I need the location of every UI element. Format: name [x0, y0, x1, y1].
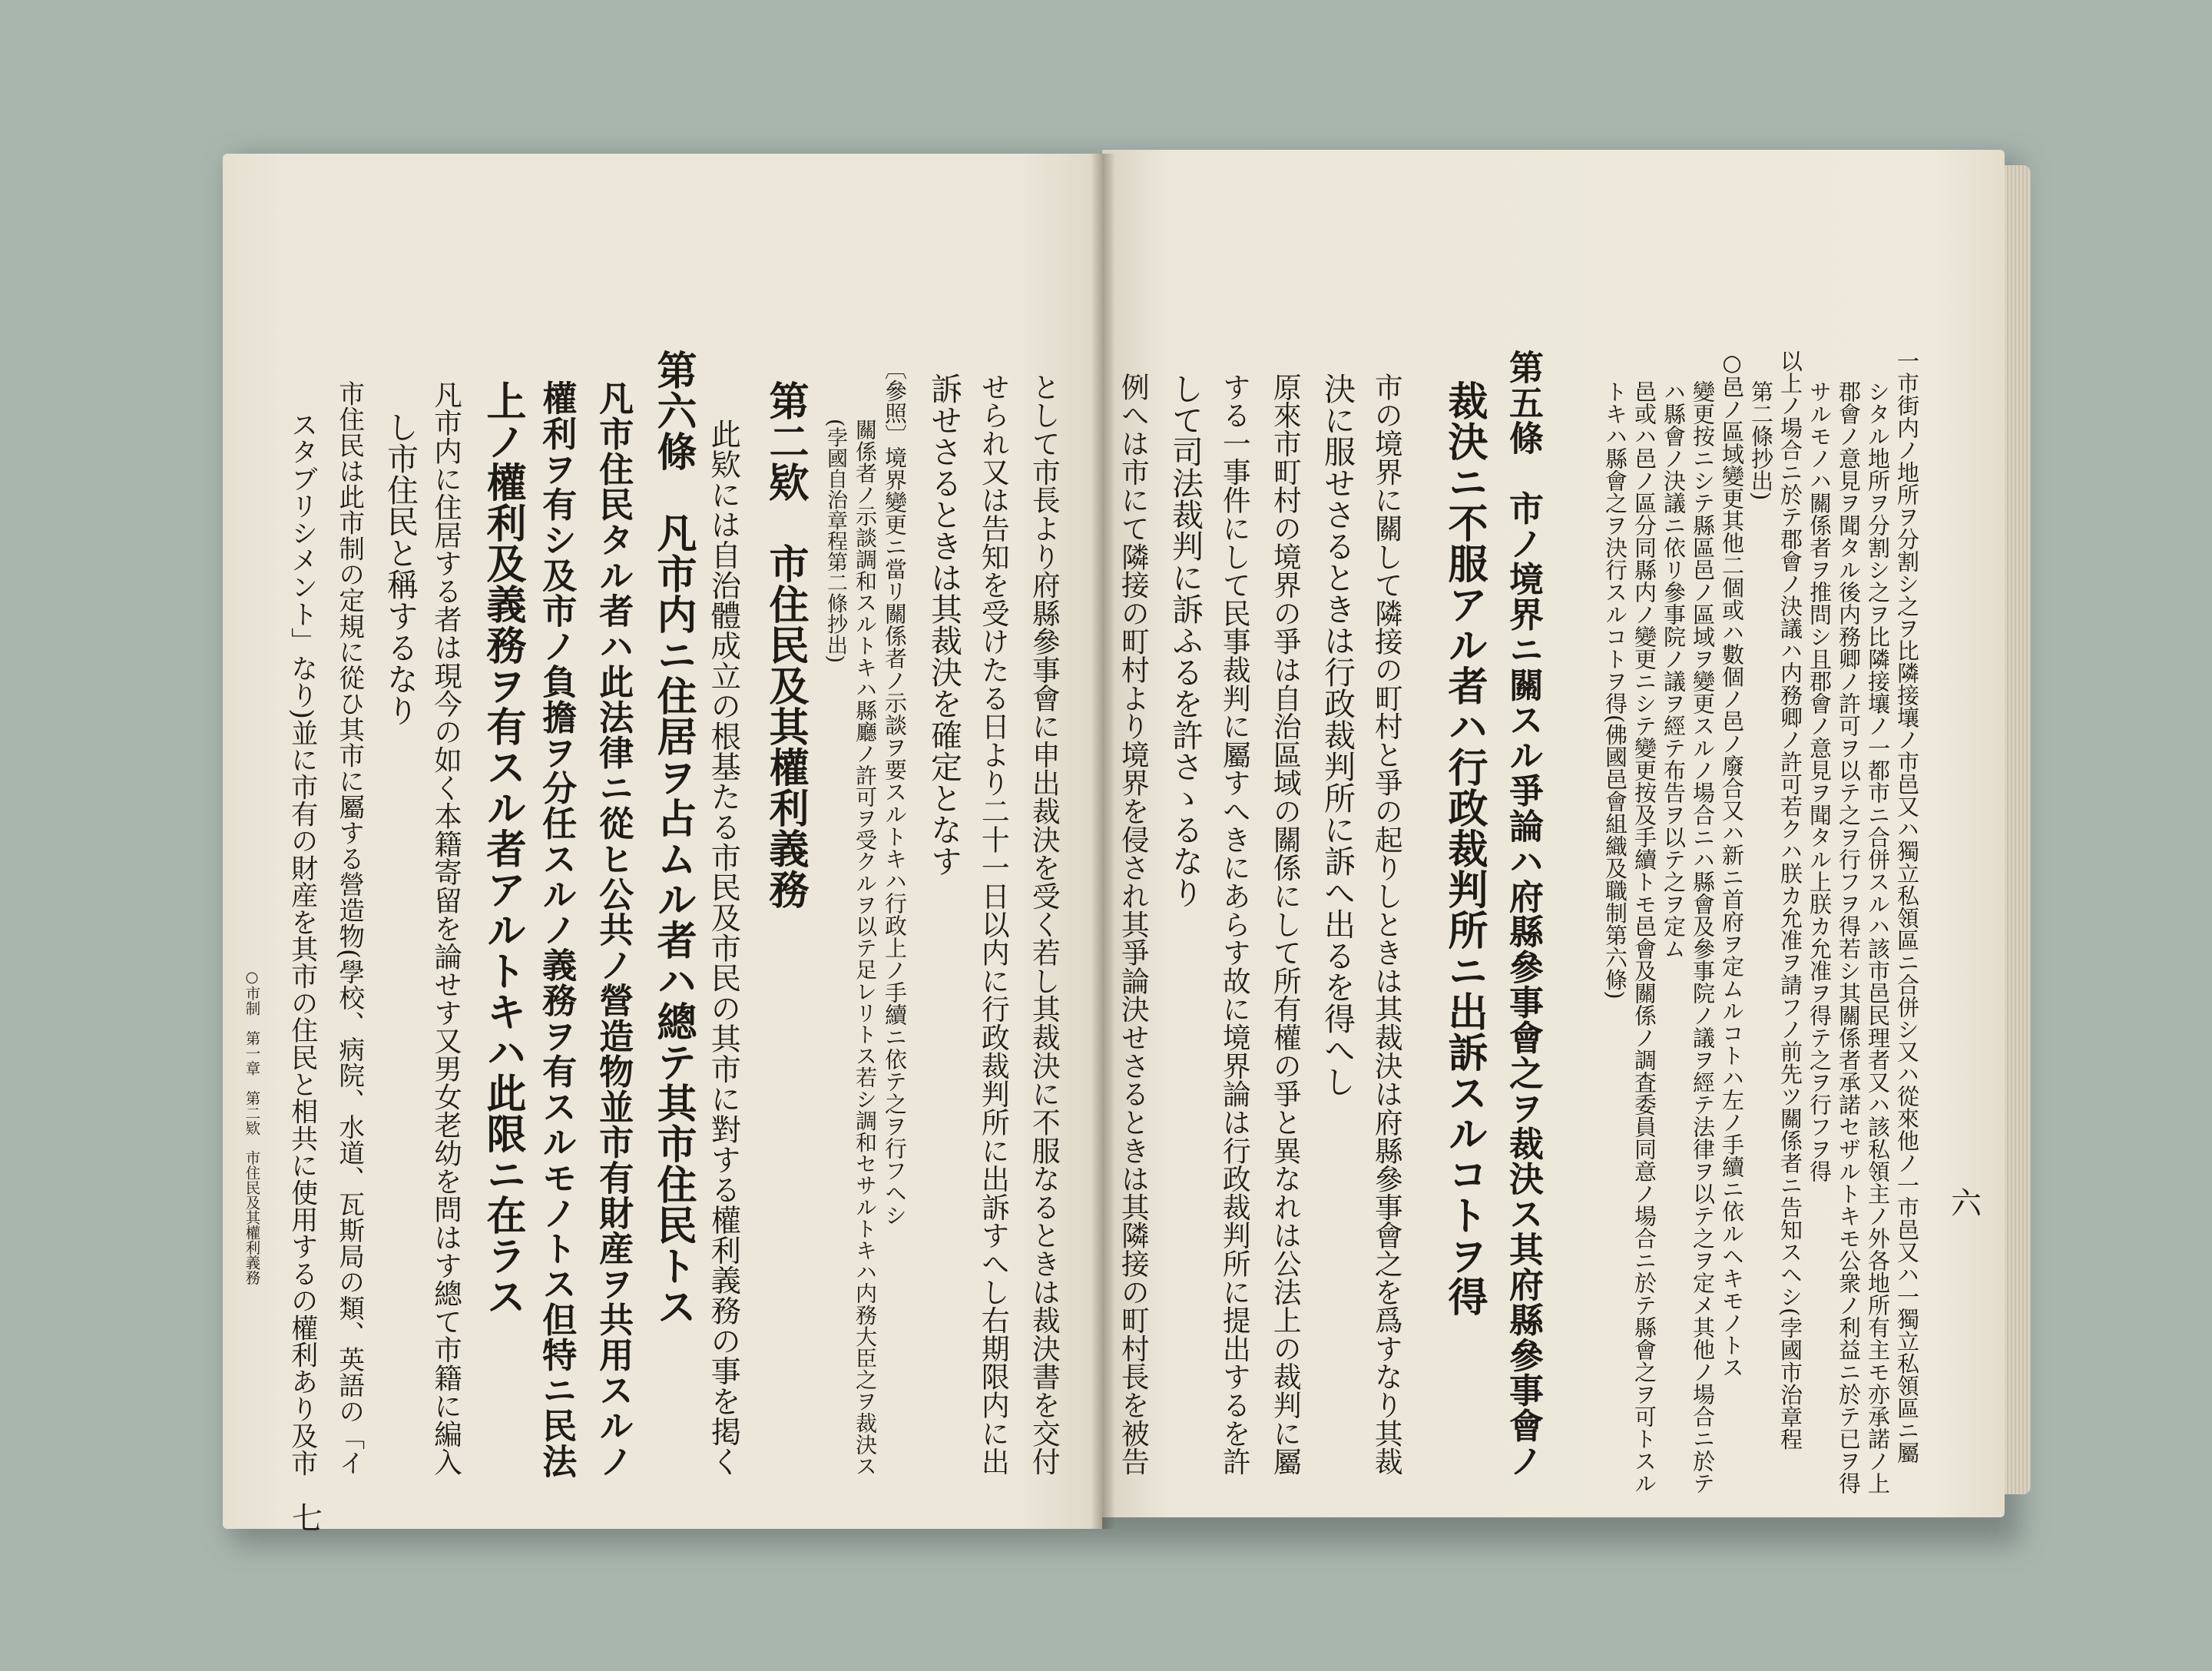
section-2-heading: 第二欵 市住民及其權利義務 [762, 380, 809, 910]
commentary-column: し市住民と稱するなり [382, 411, 419, 726]
running-footer: ○市制 第一章 第二欵 市住民及其權利義務 [243, 968, 261, 1285]
commentary-column: 原來市町村の境界の爭は自治區域の關係にして所有權の爭と異なれは公法上の裁判に屬 [1268, 373, 1302, 1476]
commentary-column: 訴せさるときは其裁決を確定となす [926, 373, 962, 877]
text-column: ○邑ノ區域變更其他二個或ハ數個ノ邑ノ廢合又ハ新ニ首府ヲ定ムルコトハ左ノ手續ニ依ルヘキモノトス [1719, 350, 1745, 1378]
commentary-column: する一事件にして民事裁判に屬すへきにあらす故に境界論は行政裁判所に提出するを許 [1217, 373, 1251, 1476]
article-6-text: 權利ヲ有シ及市ノ負擔ヲ分任スルノ義務ヲ有スルモノトス但特ニ民法 [536, 380, 578, 1479]
reference-note: 關係者ノ示談調和スルトキハ縣廳ノ許可ヲ受クルヲ以テ足レリトス若シ調和セサルトキハ内務大臣之ヲ裁決ス [853, 419, 879, 1477]
commentary-column: スタブリシメント」なり)並に市有の財産を其市の住民と相共に使用するの權利あり及市 [286, 411, 319, 1477]
text-column: 一市街内ノ地所ヲ分割シ之ヲ比隣接壤ノ市邑又ハ獨立私領區ニ合併シ又ハ從來他ノ一市邑又ハ一獨立私領區ニ屬 [1894, 350, 1920, 1464]
article-6-text: 凡市住民タル者ハ此法律ニ從ヒ公共ノ營造物並市有財産ヲ共用スルノ [593, 380, 634, 1479]
book-gutter [1091, 154, 1115, 1529]
commentary-column: 例へは市にて隣接の町村より境界を侵され其爭論決せさるときは其隣接の町村長を被告 [1116, 373, 1150, 1476]
reference-note: 〔參照〕境界變更ニ當リ關係者ノ示談ヲ要スルトキハ行政上ノ手續ニ依テ之ヲ行フヘシ [882, 357, 908, 1226]
commentary-column: 凡市内に住居する者は現今の如く本籍寄留を論せす又男女老幼を問はす總て市籍に編入 [429, 380, 463, 1476]
reference-source: (孛國自治章程第二條抄出) [823, 419, 847, 664]
commentary-column: 決に服せさるときは行政裁判所に訴へ出るを得へし [1319, 373, 1356, 1097]
page-number-right: 六 [1951, 1186, 1982, 1222]
article-6-heading: 第六條 凡市内ニ住居ヲ占ムル者ハ總テ其市住民トス [650, 350, 697, 1327]
text-column: シタル地所ヲ分割シ之ヲ比隣接壤ノ一都市ニ合併スルハ該市邑民理者又ハ該私領主ノ外各地所有主モ亦承諾ノ上 [1865, 380, 1891, 1494]
text-column: 郡會ノ意見ヲ聞タル後内務卿ノ許可ヲ以テ之ヲ行フヲ得若シ其關係者承諾セザルトキモ公衆ノ利益ニ於テ已ヲ得 [1836, 380, 1862, 1494]
text-column: 變更按ニシテ縣區邑ノ區域ヲ變更スルノ場合ニハ縣會及參事院ノ議ヲ經テ法律ヲ以テ之ヲ定メ其他ノ場合ニ於テ [1690, 380, 1716, 1494]
text-column: 第二條抄出) [1748, 380, 1774, 501]
text-column: ハ縣會ノ決議ニ依リ參事院ノ議ヲ經テ布告ヲ以テ之ヲ定ム [1661, 380, 1687, 960]
text-column: サルモノハ關係者ヲ推問シ且郡會ノ意見ヲ聞タル上朕カ允准ヲ得テ之ヲ行フヲ得 [1806, 380, 1833, 1182]
article-6-text: 上ノ權利及義務ヲ有スル者アルトキハ此限ニ在ラス [479, 380, 526, 1317]
text-column: 邑或ハ邑ノ區分同縣内ノ變更ニシテ變更按及手續トモ邑會及關係ノ調査委員同意ノ場合ニ於テ縣會之ヲ可トスル [1631, 380, 1657, 1494]
article-5-heading: 第五條 市ノ境界ニ關スル爭論ハ府縣參事會之ヲ裁決ス其府縣參事會ノ [1502, 350, 1544, 1479]
commentary-column: して司法裁判に訴ふるを許さゝるなり [1167, 373, 1204, 908]
commentary-column: 市住民は此市制の定規に從ひ其市に屬する營造物(學校、病院、水道、瓦斯局の類、英語の「イ [334, 380, 365, 1476]
article-5-continued: 裁決ニ不服アル者ハ行政裁判所ニ出訴スルコトヲ得 [1441, 380, 1488, 1317]
text-column: トキハ縣會之ヲ決行スルコトヲ得(佛國邑會組織及職制第六條) [1602, 380, 1628, 1000]
page-number-left: 七 [292, 1501, 323, 1537]
commentary-column: せられ又は告知を受けたる日より二十一日以内に行政裁判所に出訴すへし右期限内に出 [976, 373, 1010, 1476]
commentary-column: として市長より府縣參事會に申出裁決を受く若し其裁決に不服なるときは裁決書を交付 [1027, 373, 1061, 1476]
commentary-column: 市の境界に關して隣接の町村と爭の起りしときは其裁決は府縣參事會之を爲すなり其裁 [1369, 373, 1403, 1476]
section-intro: 此欵には自治體成立の根基たる市民及市民の其市に對する權利義務の事を掲く [706, 419, 742, 1477]
text-column: 以上ノ場合ニ於テ郡會ノ決議ハ内務卿ノ許可若クハ朕カ允准ヲ請フノ前先ツ關係者ニ告知スヘシ(孛國市治章程 [1777, 350, 1803, 1451]
